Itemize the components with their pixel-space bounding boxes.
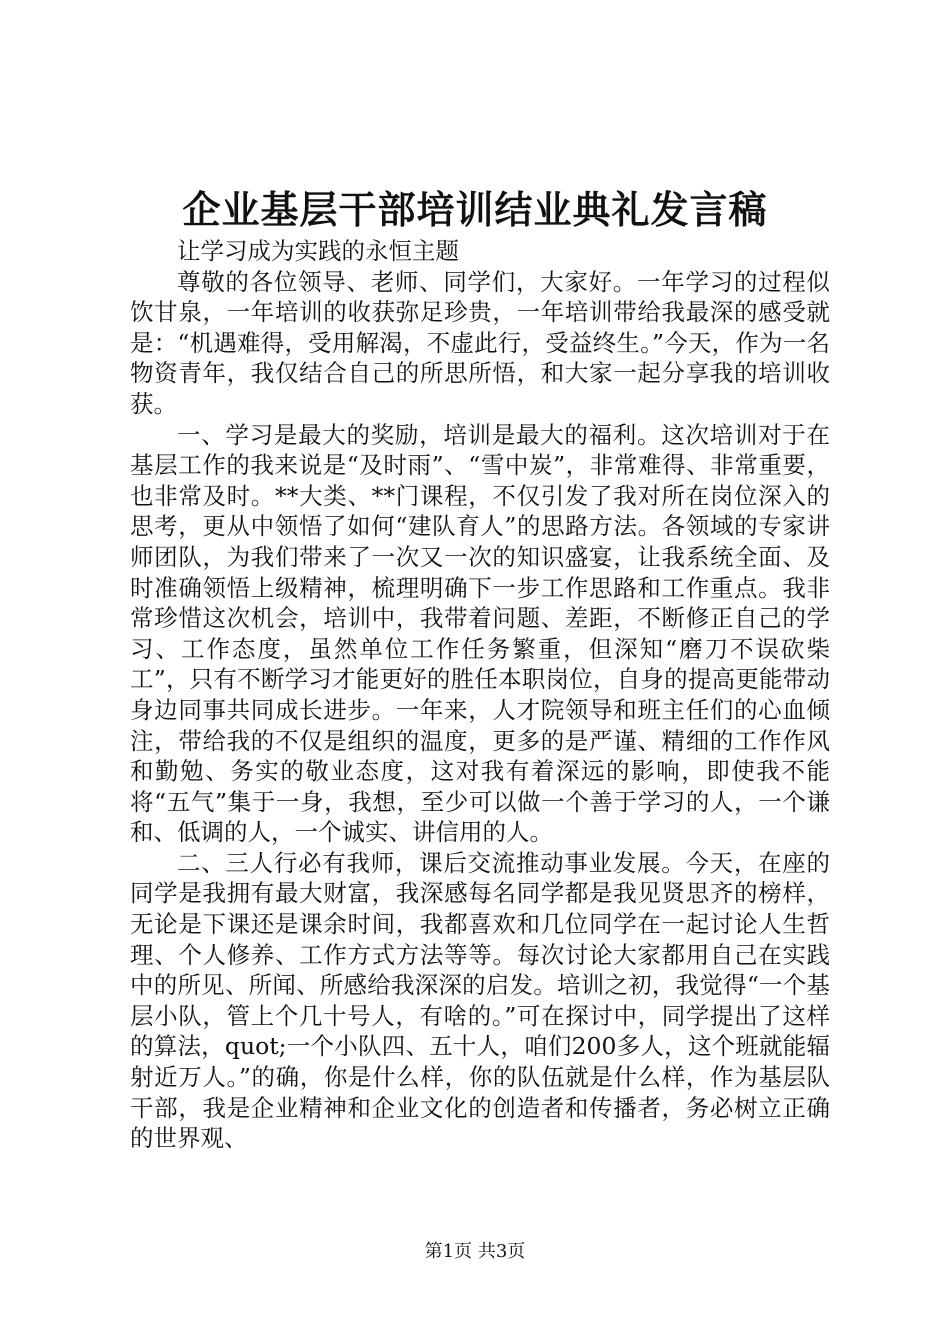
document-title: 企业基层干部培训结业典礼发言稿 xyxy=(182,187,768,232)
body-paragraph: 二、三人行必有我师，课后交流推动事业发展。今天，在座的同学是我拥有最大财富，我深感每名同学都是我见贤思齐的榜样，无论是下课还是课余时间，我都喜欢和几位同学在一起讨论人生哲理、个人修养、工作方式方法等等。每次讨论大家都用自己在实践中的所见、所闻、所感给我深深的启发。培训之初，我觉得“一个基层小队，管上个几十号人，有啥的。”可在探讨中，同学提出了这样的算法，quot;一个小队四、五十人，咱们200多人，这个班就能辐射近万人。”的确，你是什么样，你的队伍就是什么样，作为基层队干部，我是企业精神和企业文化的创造者和传播者，务必树立正确的世界观、 xyxy=(130,848,830,1153)
document-body xyxy=(130,236,830,1154)
body-paragraph: 尊敬的各位领导、老师、同学们，大家好。一年学习的过程似饮甘泉，一年培训的收获弥足珍贵，一年培训带给我最深的感受就是：“机遇难得，受用解渴，不虚此行，受益终生。”今天，作为一名物资青年，我仅结合自己的所思所悟，和大家一起分享我的培训收获。 xyxy=(130,267,830,418)
page-number-footer: 第1页 共3页 xyxy=(424,1241,526,1262)
subtitle-paragraph: 让学习成为实践的永恒主题 xyxy=(177,237,459,265)
body-paragraph: 一、学习是最大的奖励，培训是最大的福利。这次培训对于在基层工作的我来说是“及时雨”、“雪中炭”，非常难得、非常重要，也非常及时。**大类、**门课程，不仅引发了我对所在岗位深入的思考，更从中领悟了如何“建队育人”的思路方法。各领域的专家讲师团队，为我们带来了一次又一次的知识盛宴，让我系统全面、及时准确领悟上级精神，梳理明确下一步工作思路和工作重点。我非常珍惜这次机会，培训中，我带着问题、差距，不断修正自己的学习、工作态度，虽然单位工作任务繁重，但深知“磨刀不误砍柴工”，只有不断学习才能更好的胜任本职岗位，自身的提高更能带动身边同事共同成长进步。一年来，人才院领导和班主任们的心血倾注，带给我的不仅是组织的温度，更多的是严谨、精细的工作作风和勤勉、务实的敬业态度，这对我有着深远的影响，即使我不能将“五气”集于一身，我想，至少可以做一个善于学习的人，一个谦和、低调的人，一个诚实、讲信用的人。 xyxy=(130,420,830,847)
